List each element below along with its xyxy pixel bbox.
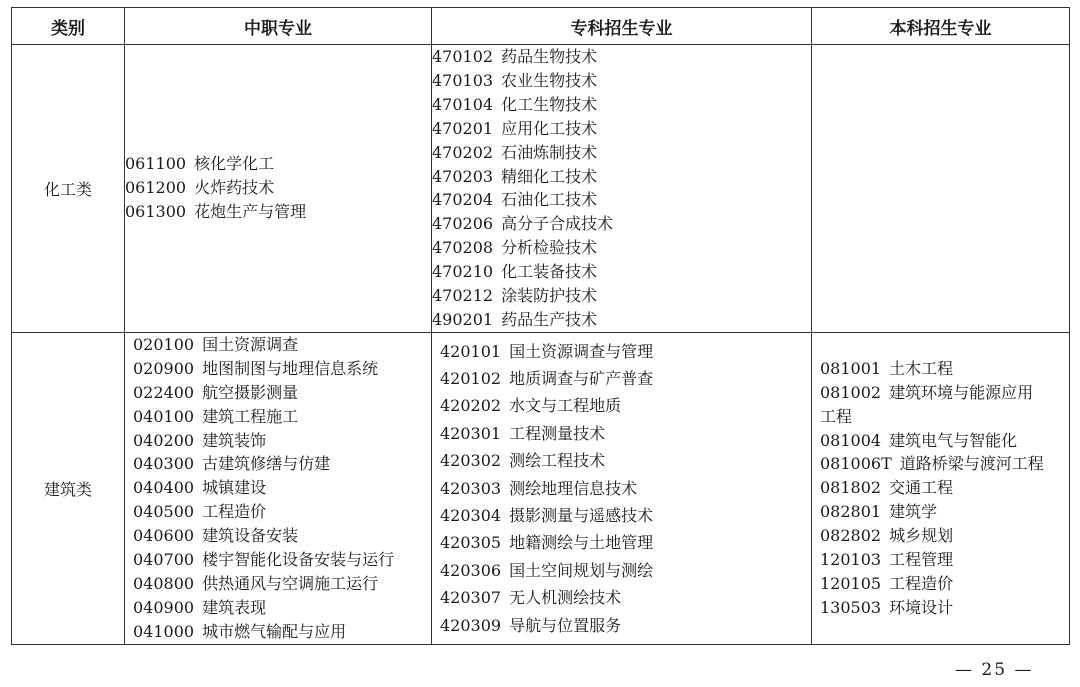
major-code: 470206 xyxy=(432,214,494,234)
major-item xyxy=(812,476,1069,500)
major-name: 建筑学 xyxy=(889,502,938,522)
major-name: 建筑设备安装 xyxy=(202,526,299,546)
major-code: 081002 xyxy=(820,382,882,402)
major-code: 470102 xyxy=(432,47,494,66)
major-name: 应用化工技术 xyxy=(501,118,598,138)
major-code: 081802 xyxy=(820,478,882,498)
major-item xyxy=(812,357,1069,381)
benke-cell xyxy=(812,332,1070,644)
major-item xyxy=(125,176,431,200)
major-item xyxy=(432,502,811,529)
major-code: 040200 xyxy=(133,430,195,450)
major-item xyxy=(125,357,431,381)
major-code: 420305 xyxy=(440,533,502,553)
major-name: 地籍测绘与土地管理 xyxy=(509,533,654,553)
major-item xyxy=(432,612,811,639)
major-item xyxy=(125,476,431,500)
major-item xyxy=(812,452,1069,476)
major-code: 082801 xyxy=(820,502,882,522)
major-item xyxy=(125,524,431,548)
major-item xyxy=(432,93,811,117)
major-name: 楼宇智能化设备安装与运行 xyxy=(202,550,395,570)
major-code: 061300 xyxy=(125,202,187,222)
major-code: 022400 xyxy=(133,382,195,402)
major-name: 石油炼制技术 xyxy=(501,142,598,162)
major-code: 120103 xyxy=(820,550,882,570)
major-item xyxy=(125,596,431,620)
major-code: 081006T xyxy=(820,454,892,474)
major-item xyxy=(432,475,811,502)
major-item xyxy=(432,420,811,447)
major-item xyxy=(432,69,811,93)
major-item xyxy=(812,405,1069,429)
header-row xyxy=(12,8,1070,45)
major-code: 040600 xyxy=(133,526,195,546)
major-item xyxy=(432,338,811,365)
major-item xyxy=(432,529,811,556)
major-item xyxy=(812,548,1069,572)
header-category: 类别 xyxy=(12,8,125,45)
major-name: 农业生物技术 xyxy=(501,70,598,90)
major-code: 040900 xyxy=(133,597,195,617)
major-code: 470208 xyxy=(432,238,494,258)
major-code: 040800 xyxy=(133,573,195,593)
major-item xyxy=(812,381,1069,405)
major-name: 建筑表现 xyxy=(202,597,267,617)
major-name: 药品生产技术 xyxy=(501,309,598,329)
majors-table xyxy=(11,7,1070,645)
major-name: 工程 xyxy=(820,406,853,426)
major-item xyxy=(812,596,1069,620)
major-code: 420309 xyxy=(440,615,502,635)
major-name: 土木工程 xyxy=(889,358,954,378)
major-item xyxy=(432,236,811,260)
major-name: 城乡规划 xyxy=(889,526,954,546)
major-name: 化工生物技术 xyxy=(501,94,598,114)
major-name: 无人机测绘技术 xyxy=(509,588,622,608)
zhongzhi-cell xyxy=(125,332,432,644)
major-item xyxy=(432,165,811,189)
major-code: 470203 xyxy=(432,166,494,186)
major-item xyxy=(125,572,431,596)
major-name: 建筑工程施工 xyxy=(202,406,299,426)
table-row xyxy=(12,332,1070,644)
major-code: 420306 xyxy=(440,560,502,580)
major-code: 470201 xyxy=(432,118,494,138)
header-junior-college: 专科招生专业 xyxy=(432,8,812,45)
benke-cell xyxy=(812,45,1070,333)
major-item xyxy=(432,447,811,474)
major-item xyxy=(432,188,811,212)
major-code: 420102 xyxy=(440,368,502,388)
major-item xyxy=(125,500,431,524)
major-code: 081001 xyxy=(820,358,882,378)
zhuanke-cell xyxy=(432,45,812,333)
major-item xyxy=(432,117,811,141)
major-item xyxy=(125,548,431,572)
major-code: 420301 xyxy=(440,423,502,443)
major-name: 石油化工技术 xyxy=(501,190,598,210)
major-item xyxy=(125,620,431,644)
zhongzhi-cell xyxy=(125,45,432,333)
major-name: 涂装防护技术 xyxy=(501,286,598,306)
major-name: 建筑装饰 xyxy=(202,430,267,450)
category-cell: 化工类 xyxy=(12,45,125,333)
major-item xyxy=(432,557,811,584)
major-item xyxy=(812,524,1069,548)
major-code: 420302 xyxy=(440,451,502,471)
major-code: 490201 xyxy=(432,309,494,329)
page-number: — 25 — xyxy=(955,660,1034,680)
major-code: 420202 xyxy=(440,396,502,416)
major-code: 082802 xyxy=(820,526,882,546)
major-name: 地质调查与矿产普查 xyxy=(509,368,654,388)
major-code: 420101 xyxy=(440,341,502,361)
category-cell: 建筑类 xyxy=(12,332,125,644)
major-name: 核化学化工 xyxy=(194,154,275,174)
major-name: 建筑环境与能源应用 xyxy=(889,382,1034,402)
zhuanke-cell xyxy=(432,332,812,644)
major-code: 020100 xyxy=(133,334,195,354)
major-item xyxy=(125,152,431,176)
major-code: 040700 xyxy=(133,550,195,570)
major-code: 061200 xyxy=(125,178,187,198)
major-code: 081004 xyxy=(820,430,882,450)
major-name: 道路桥梁与渡河工程 xyxy=(899,454,1044,474)
header-undergraduate: 本科招生专业 xyxy=(812,8,1070,45)
major-name: 花炮生产与管理 xyxy=(194,202,307,222)
major-item xyxy=(432,284,811,308)
major-name: 火炸药技术 xyxy=(194,178,275,198)
major-item xyxy=(812,429,1069,453)
major-name: 国土资源调查与管理 xyxy=(509,341,654,361)
major-code: 470104 xyxy=(432,94,494,114)
major-item xyxy=(432,392,811,419)
major-name: 测绘工程技术 xyxy=(509,451,606,471)
major-item xyxy=(432,212,811,236)
major-name: 高分子合成技术 xyxy=(501,214,614,234)
major-name: 药品生物技术 xyxy=(501,47,598,66)
major-item xyxy=(125,405,431,429)
major-code: 040400 xyxy=(133,478,195,498)
major-item xyxy=(432,365,811,392)
major-name: 导航与位置服务 xyxy=(509,615,622,635)
major-code: 470103 xyxy=(432,70,494,90)
major-code: 470202 xyxy=(432,142,494,162)
major-code: 130503 xyxy=(820,597,882,617)
major-name: 国土资源调查 xyxy=(202,334,299,354)
major-code: 120105 xyxy=(820,573,882,593)
table-row xyxy=(12,45,1070,333)
major-name: 工程造价 xyxy=(202,502,267,522)
major-item xyxy=(125,381,431,405)
major-name: 测绘地理信息技术 xyxy=(509,478,638,498)
major-name: 地图制图与地理信息系统 xyxy=(202,358,379,378)
major-name: 环境设计 xyxy=(889,597,954,617)
major-name: 水文与工程地质 xyxy=(509,396,622,416)
major-item xyxy=(125,429,431,453)
major-code: 470204 xyxy=(432,190,494,210)
major-item xyxy=(432,260,811,284)
major-code: 020900 xyxy=(133,358,195,378)
major-item xyxy=(125,200,431,224)
major-code: 420304 xyxy=(440,505,502,525)
major-item xyxy=(125,333,431,357)
major-code: 040100 xyxy=(133,406,195,426)
major-name: 古建筑修缮与仿建 xyxy=(202,454,331,474)
major-item xyxy=(125,452,431,476)
major-name: 摄影测量与遥感技术 xyxy=(509,505,654,525)
major-name: 工程造价 xyxy=(889,573,954,593)
major-code: 420303 xyxy=(440,478,502,498)
major-name: 工程管理 xyxy=(889,550,954,570)
major-name: 城市燃气输配与应用 xyxy=(202,621,347,641)
major-name: 交通工程 xyxy=(889,478,954,498)
major-name: 化工装备技术 xyxy=(501,262,598,282)
major-item xyxy=(812,500,1069,524)
major-name: 分析检验技术 xyxy=(501,238,598,258)
major-name: 国土空间规划与测绘 xyxy=(509,560,654,580)
major-code: 040300 xyxy=(133,454,195,474)
major-code: 041000 xyxy=(133,621,195,641)
major-code: 470210 xyxy=(432,262,494,282)
major-name: 航空摄影测量 xyxy=(202,382,299,402)
major-code: 470212 xyxy=(432,286,494,306)
major-item xyxy=(812,572,1069,596)
major-name: 供热通风与空调施工运行 xyxy=(202,573,379,593)
major-item xyxy=(432,141,811,165)
major-code: 061100 xyxy=(125,154,187,174)
major-name: 精细化工技术 xyxy=(501,166,598,186)
header-secondary-vocational: 中职专业 xyxy=(125,8,432,45)
major-code: 040500 xyxy=(133,502,195,522)
major-item xyxy=(432,584,811,611)
major-name: 建筑电气与智能化 xyxy=(889,430,1018,450)
major-item xyxy=(432,308,811,332)
major-item xyxy=(432,45,811,69)
major-code: 420307 xyxy=(440,588,502,608)
major-name: 城镇建设 xyxy=(202,478,267,498)
major-name: 工程测量技术 xyxy=(509,423,606,443)
